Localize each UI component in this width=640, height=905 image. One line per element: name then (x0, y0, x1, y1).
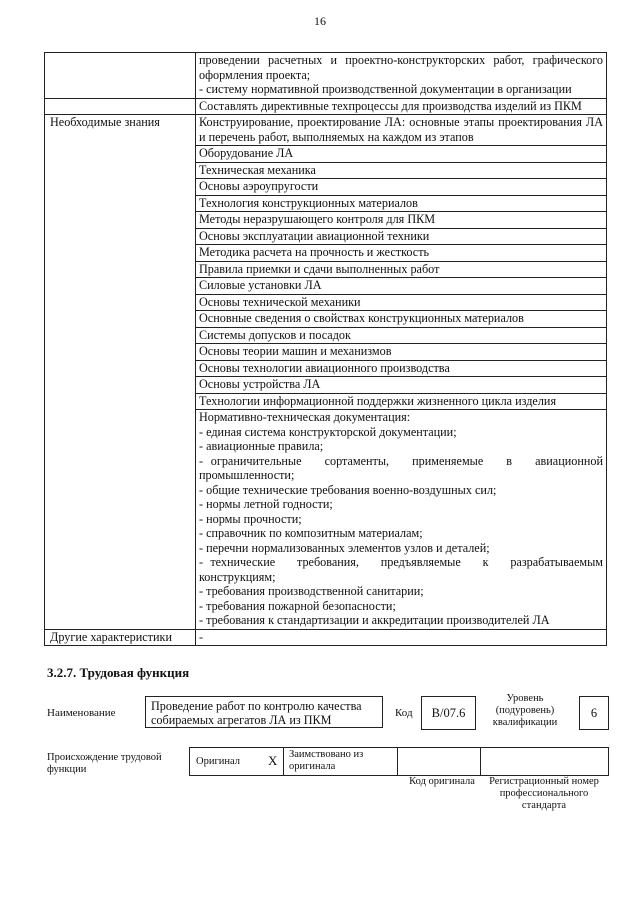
ntd-item: - нормы летной годности; (199, 497, 333, 511)
code-label: Код (395, 707, 413, 719)
code-value: B/07.6 (421, 696, 476, 730)
table-row (45, 115, 607, 146)
ntd-item: - требования пожарной безопасности; (199, 598, 396, 613)
table-cell-text: Составлять директивные техпроцессы для производства изделий из ПКМ (196, 98, 607, 115)
knowledge-item: Конструирование, проектирование ЛА: основные этапы проектирования ЛА и перечень работ, выполняемых на каждом из этапов (196, 115, 607, 146)
continued-line: проведении расчетных и проектно-конструкторских работ, графического оформления проекта; (199, 53, 603, 82)
origin-box (189, 747, 609, 776)
ntd-item: - перечни нормализованных элементов узлов и деталей; (199, 540, 490, 555)
ntd-cell (196, 410, 607, 630)
knowledge-item: Основы эксплуатации авиационной техники (196, 228, 607, 245)
ntd-item-cont: промышленности; (199, 468, 295, 482)
page-number: 16 (314, 14, 326, 28)
origin-label: Происхождение трудовой функции (47, 752, 162, 775)
reg-number-caption: Регистрационный номер профессионального стандарта (489, 776, 599, 811)
other-label: Другие характеристики (45, 629, 196, 646)
ntd-item-cont: конструкциям; (199, 569, 276, 584)
knowledge-item: Системы допусков и посадок (196, 327, 607, 344)
continued-line: - систему нормативной производственной документации в организации (199, 82, 572, 96)
table-row (45, 53, 607, 99)
other-value: - (196, 629, 607, 646)
ntd-item: - требования производственной санитарии; (199, 584, 424, 598)
ntd-item: - общие технические требования военно-воздушных сил; (199, 482, 497, 497)
knowledge-label: Необходимые знания (45, 115, 196, 630)
level-label: Уровень (подуровень) квалификации (492, 693, 558, 728)
table-cell-empty (45, 53, 196, 99)
ntd-item: - авиационные правила; (199, 439, 324, 453)
ntd-item: - требования к стандартизации и аккредитации производителей ЛА (199, 613, 550, 627)
borrowed-label: Заимствовано из оригинала (289, 749, 364, 772)
ntd-item: - нормы прочности; (199, 511, 302, 526)
original-mark: X (268, 753, 278, 768)
table-row (45, 98, 607, 115)
origin-code-caption: Код оригинала (409, 776, 475, 787)
ntd-item: - ограничительные сортаменты, применяемые в авиационной (199, 453, 603, 468)
ntd-item: - технические требования, предъявляемые к разрабатываемым (199, 555, 603, 569)
knowledge-item: Основы технической механики (196, 294, 607, 311)
knowledge-item: Силовые установки ЛА (196, 278, 607, 295)
knowledge-item: Основы теории машин и механизмов (196, 344, 607, 361)
divider (283, 748, 284, 775)
knowledge-item: Правила приемки и сдачи выполненных работ (196, 261, 607, 278)
knowledge-item: Основы технологии авиационного производства (196, 360, 607, 377)
name-value: Проведение работ по контролю качества собираемых агрегатов ЛА из ПКМ (145, 696, 383, 728)
knowledge-item: Оборудование ЛА (196, 146, 607, 163)
knowledge-item: Методика расчета на прочность и жесткость (196, 245, 607, 262)
original-label: Оригинал (196, 756, 240, 767)
divider (397, 748, 398, 775)
ntd-item: - справочник по композитным материалам; (199, 526, 423, 540)
knowledge-item: Основы устройства ЛА (196, 377, 607, 394)
knowledge-item: Техническая механика (196, 162, 607, 179)
level-value: 6 (579, 696, 609, 730)
knowledge-item: Основные сведения о свойствах конструкционных материалов (196, 311, 607, 328)
divider (480, 748, 481, 775)
knowledge-item: Методы неразрушающего контроля для ПКМ (196, 212, 607, 229)
ntd-item: - единая система конструкторской документации; (199, 424, 457, 439)
knowledge-item: Основы аэроупругости (196, 179, 607, 196)
name-label: Наименование (47, 707, 116, 719)
table-cell-continued (196, 53, 607, 99)
knowledge-item: Технологии информационной поддержки жизненного цикла изделия (196, 393, 607, 410)
table-row (45, 629, 607, 646)
knowledge-item: Технология конструкционных материалов (196, 195, 607, 212)
knowledge-table (44, 52, 607, 646)
table-cell-empty (45, 98, 196, 115)
section-title: 3.2.7. Трудовая функция (47, 665, 190, 680)
ntd-title: Нормативно-техническая документация: (199, 410, 411, 424)
